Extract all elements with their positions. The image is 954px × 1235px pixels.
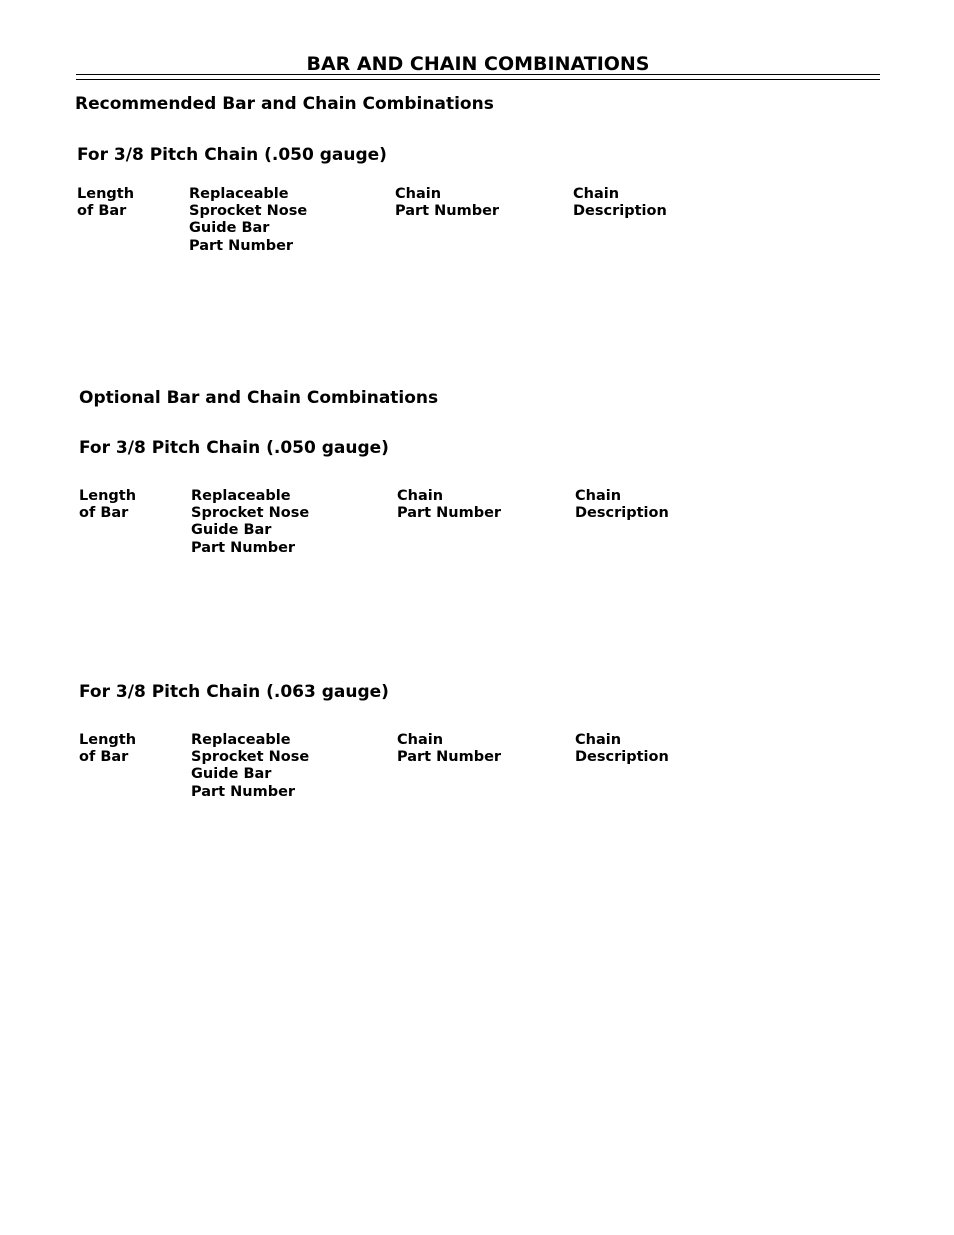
column-header-guide-bar-part-number: Replaceable Sprocket Nose Guide Bar Part Number bbox=[191, 732, 310, 800]
recommended-heading: Recommended Bar and Chain Combinations bbox=[75, 94, 494, 114]
column-header-chain-description: Chain Description bbox=[575, 488, 669, 522]
column-header-guide-bar-part-number: Replaceable Sprocket Nose Guide Bar Part Number bbox=[189, 186, 308, 254]
column-header-chain-part-number: Chain Part Number bbox=[397, 732, 502, 766]
page-title: BAR AND CHAIN COMBINATIONS bbox=[306, 53, 650, 75]
column-header-length-of-bar: Length of Bar bbox=[79, 488, 137, 522]
title-rule-bottom bbox=[76, 79, 880, 80]
optional-050-subheading: For 3/8 Pitch Chain (.050 gauge) bbox=[79, 438, 389, 458]
optional-063-subheading: For 3/8 Pitch Chain (.063 gauge) bbox=[79, 682, 389, 702]
column-header-chain-part-number: Chain Part Number bbox=[395, 186, 500, 220]
column-header-guide-bar-part-number: Replaceable Sprocket Nose Guide Bar Part Number bbox=[191, 488, 310, 556]
column-header-chain-description: Chain Description bbox=[575, 732, 669, 766]
title-rule-top bbox=[76, 74, 880, 75]
column-header-length-of-bar: Length of Bar bbox=[79, 732, 137, 766]
optional-heading: Optional Bar and Chain Combinations bbox=[79, 388, 439, 408]
column-header-chain-description: Chain Description bbox=[573, 186, 667, 220]
column-header-chain-part-number: Chain Part Number bbox=[397, 488, 502, 522]
column-header-length-of-bar: Length of Bar bbox=[77, 186, 135, 220]
recommended-050-subheading: For 3/8 Pitch Chain (.050 gauge) bbox=[77, 145, 387, 165]
